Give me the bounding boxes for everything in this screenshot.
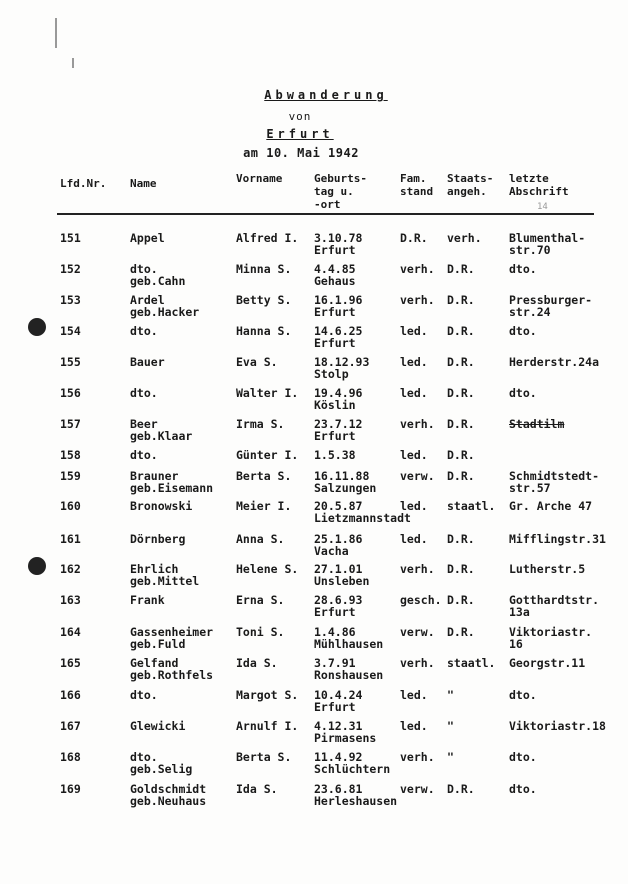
row-vorname: Günter I.	[236, 448, 299, 462]
row-famstand: verw.	[400, 469, 435, 483]
table-row	[0, 325, 628, 355]
row-staatsangeh: staatl.	[447, 499, 496, 513]
row-staatsangeh: D.R.	[447, 562, 475, 576]
row-nr: 157	[60, 417, 81, 431]
table-row	[0, 689, 628, 719]
row-staatsangeh: D.R.	[447, 448, 475, 462]
table-row	[0, 232, 628, 262]
row-vorname: Helene S.	[236, 562, 299, 576]
row-name: Dörnberg	[130, 532, 186, 546]
row-name: Gassenheimer geb.Fuld	[130, 625, 214, 651]
row-name: Gelfand geb.Rothfels	[130, 656, 214, 682]
row-adresse: dto.	[509, 262, 537, 276]
title-city: Erfurt	[266, 127, 334, 141]
row-staatsangeh: D.R.	[447, 625, 475, 639]
table-row	[0, 533, 628, 563]
title-date: am 10. Mai 1942	[243, 146, 359, 160]
row-vorname: Hanna S.	[236, 324, 292, 338]
row-adresse: Stadtilm	[509, 417, 565, 431]
row-staatsangeh: D.R.	[447, 782, 475, 796]
row-famstand: verh.	[400, 417, 435, 431]
row-adresse: Pressburger- str.24	[509, 293, 593, 319]
row-famstand: D.R.	[400, 231, 428, 245]
row-name: dto.	[130, 386, 158, 400]
row-vorname: Ida S.	[236, 782, 278, 796]
row-vorname: Erna S.	[236, 593, 285, 607]
table-row	[0, 418, 628, 448]
row-geburt: 16.11.88 Salzungen	[314, 469, 377, 495]
row-nr: 162	[60, 562, 81, 576]
row-name: dto.	[130, 688, 158, 702]
table-row	[0, 563, 628, 593]
row-nr: 167	[60, 719, 81, 733]
row-famstand: verh.	[400, 293, 435, 307]
row-geburt: 23.7.12 Erfurt	[314, 417, 363, 443]
row-geburt: 18.12.93 Stolp	[314, 355, 370, 381]
row-vorname: Eva S.	[236, 355, 278, 369]
row-famstand: led.	[400, 324, 428, 338]
row-vorname: Alfred I.	[236, 231, 299, 245]
row-staatsangeh: D.R.	[447, 324, 475, 338]
margin-mark	[55, 18, 57, 48]
row-staatsangeh: D.R.	[447, 532, 475, 546]
row-vorname: Berta S.	[236, 469, 292, 483]
row-staatsangeh: D.R.	[447, 386, 475, 400]
row-name: Ardel geb.Hacker	[130, 293, 200, 319]
row-famstand: gesch.	[400, 593, 442, 607]
row-name: Ehrlich geb.Mittel	[130, 562, 200, 588]
row-nr: 158	[60, 448, 81, 462]
row-staatsangeh: D.R.	[447, 417, 475, 431]
table-row	[0, 626, 628, 656]
row-vorname: Minna S.	[236, 262, 292, 276]
row-staatsangeh: verh.	[447, 231, 482, 245]
row-geburt: 4.4.85 Gehaus	[314, 262, 356, 288]
row-name: dto. geb.Selig	[130, 750, 193, 776]
row-geburt: 1.5.38	[314, 448, 356, 462]
row-famstand: led.	[400, 532, 428, 546]
row-name: Bauer	[130, 355, 165, 369]
row-adresse: dto.	[509, 324, 537, 338]
row-name: Frank	[130, 593, 165, 607]
row-vorname: Anna S.	[236, 532, 285, 546]
row-adresse: Gr. Arche 47	[509, 499, 593, 513]
row-geburt: 11.4.92 Schlüchtern	[314, 750, 391, 776]
row-staatsangeh: "	[447, 719, 454, 733]
row-famstand: verw.	[400, 625, 435, 639]
row-adresse: Gotthardtstr. 13a	[509, 593, 600, 619]
row-name: dto.	[130, 448, 158, 462]
table-row	[0, 500, 628, 530]
table-row	[0, 470, 628, 500]
row-adresse: dto.	[509, 750, 537, 764]
row-nr: 161	[60, 532, 81, 546]
row-geburt: 3.7.91 Ronshausen	[314, 656, 384, 682]
row-famstand: led.	[400, 355, 428, 369]
header-rule	[57, 213, 594, 215]
table-row	[0, 356, 628, 386]
header-name: Name	[130, 177, 157, 190]
row-staatsangeh: D.R.	[447, 262, 475, 276]
row-staatsangeh: "	[447, 750, 454, 764]
table-row	[0, 387, 628, 417]
header-adresse: letzte Abschrift	[509, 172, 569, 198]
row-vorname: Betty S.	[236, 293, 292, 307]
row-famstand: led.	[400, 688, 428, 702]
row-name: Goldschmidt geb.Neuhaus	[130, 782, 207, 808]
row-staatsangeh: staatl.	[447, 656, 496, 670]
row-geburt: 25.1.86 Vacha	[314, 532, 363, 558]
header-staatsangeh: Staats- angeh.	[447, 172, 494, 198]
row-famstand: led.	[400, 499, 428, 513]
row-adresse: Blumenthal- str.70	[509, 231, 586, 257]
row-nr: 151	[60, 231, 81, 245]
row-adresse: dto.	[509, 782, 537, 796]
row-famstand: led.	[400, 448, 428, 462]
row-staatsangeh: "	[447, 688, 454, 702]
table-row	[0, 294, 628, 324]
row-staatsangeh: D.R.	[447, 593, 475, 607]
row-nr: 155	[60, 355, 81, 369]
row-adresse: Viktoriastr. 16	[509, 625, 593, 651]
row-name: dto. geb.Cahn	[130, 262, 186, 288]
row-name: Brauner geb.Eisemann	[130, 469, 214, 495]
row-staatsangeh: D.R.	[447, 293, 475, 307]
row-nr: 159	[60, 469, 81, 483]
row-geburt: 10.4.24 Erfurt	[314, 688, 363, 714]
row-famstand: verh.	[400, 562, 435, 576]
row-adresse: Schmidtstedt- str.57	[509, 469, 600, 495]
header-geburt: Geburts- tag u. -ort	[314, 172, 367, 211]
row-staatsangeh: D.R.	[447, 469, 475, 483]
document-title: Abwanderung	[264, 88, 388, 102]
header-famstand: Fam. stand	[400, 172, 434, 198]
row-famstand: verw.	[400, 782, 435, 796]
row-geburt: 23.6.81 Herleshausen	[314, 782, 398, 808]
row-nr: 169	[60, 782, 81, 796]
row-nr: 160	[60, 499, 81, 513]
row-vorname: Berta S.	[236, 750, 292, 764]
row-name: Beer geb.Klaar	[130, 417, 193, 443]
row-geburt: 28.6.93 Erfurt	[314, 593, 363, 619]
row-nr: 166	[60, 688, 81, 702]
row-nr: 154	[60, 324, 81, 338]
row-staatsangeh: D.R.	[447, 355, 475, 369]
row-name: Appel	[130, 231, 165, 245]
row-nr: 153	[60, 293, 81, 307]
row-vorname: Margot S.	[236, 688, 299, 702]
table-row	[0, 263, 628, 293]
row-adresse: Viktoriastr.18	[509, 719, 606, 733]
row-vorname: Meier I.	[236, 499, 292, 513]
row-famstand: verh.	[400, 262, 435, 276]
row-vorname: Ida S.	[236, 656, 278, 670]
row-geburt: 27.1.01 Unsleben	[314, 562, 370, 588]
row-vorname: Toni S.	[236, 625, 285, 639]
row-vorname: Arnulf I.	[236, 719, 299, 733]
row-adresse: Herderstr.24a	[509, 355, 600, 369]
table-row	[0, 783, 628, 813]
row-name: Glewicki	[130, 719, 186, 733]
row-adresse: Mifflingstr.31	[509, 532, 606, 546]
row-geburt: 4.12.31 Pirmasens	[314, 719, 377, 745]
table-row	[0, 594, 628, 624]
row-famstand: verh.	[400, 656, 435, 670]
row-famstand: verh.	[400, 750, 435, 764]
row-nr: 163	[60, 593, 81, 607]
row-nr: 164	[60, 625, 81, 639]
archive-stamp: 14	[537, 202, 548, 212]
row-adresse: Lutherstr.5	[509, 562, 586, 576]
row-adresse: dto.	[509, 688, 537, 702]
row-geburt: 1.4.86 Mühlhausen	[314, 625, 384, 651]
row-vorname: Walter I.	[236, 386, 299, 400]
row-geburt: 20.5.87 Lietzmannstadt	[314, 499, 411, 525]
header-nr: Lfd.Nr.	[60, 177, 107, 190]
row-famstand: led.	[400, 386, 428, 400]
row-geburt: 14.6.25 Erfurt	[314, 324, 363, 350]
row-geburt: 3.10.78 Erfurt	[314, 231, 363, 257]
row-name: Bronowski	[130, 499, 193, 513]
table-row	[0, 657, 628, 687]
row-adresse: Georgstr.11	[509, 656, 586, 670]
row-famstand: led.	[400, 719, 428, 733]
row-vorname: Irma S.	[236, 417, 285, 431]
row-geburt: 19.4.96 Köslin	[314, 386, 363, 412]
row-geburt: 16.1.96 Erfurt	[314, 293, 363, 319]
table-row	[0, 720, 628, 750]
table-row	[0, 751, 628, 781]
row-nr: 152	[60, 262, 81, 276]
row-name: dto.	[130, 324, 158, 338]
margin-mark	[72, 58, 74, 68]
row-nr: 165	[60, 656, 81, 670]
row-nr: 168	[60, 750, 81, 764]
row-nr: 156	[60, 386, 81, 400]
header-vorname: Vorname	[236, 172, 283, 185]
title-von: von	[288, 110, 312, 123]
row-adresse: dto.	[509, 386, 537, 400]
